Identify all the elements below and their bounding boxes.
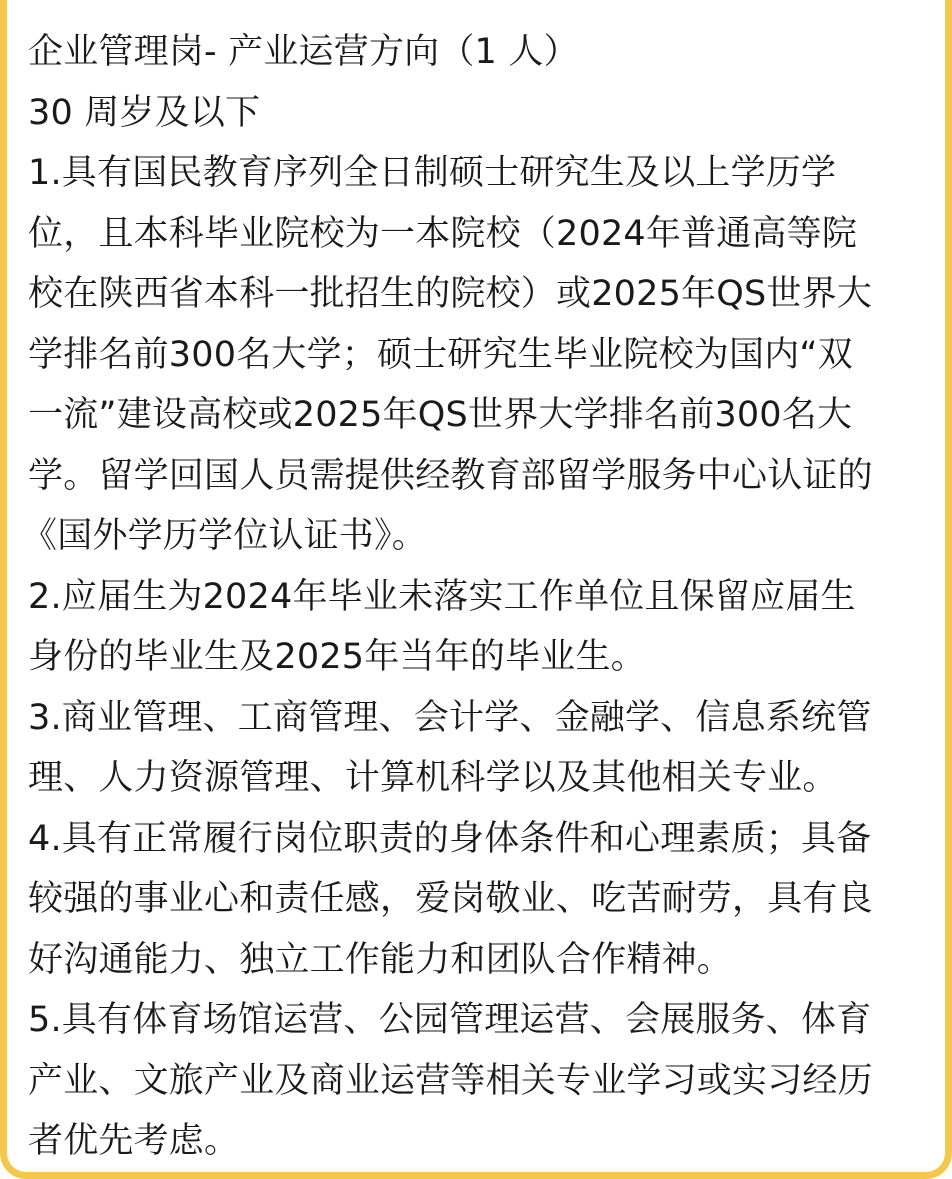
requirement-line: 好沟通能力、独立工作能力和团队合作精神。 [28, 939, 733, 980]
requirements-text [22, 22, 928, 1172]
requirement-line: 《国外学历学位认证书》。 [22, 516, 427, 556]
requirement-line: 产业、文旅产业及商业运营等相关专业学习或实习经历 [28, 1060, 873, 1101]
requirement-line: 3.商业管理、工商管理、会计学、金融学、信息系统管 [28, 697, 872, 738]
requirement-line: 学。留学回国人员需提供经教育部留学服务中心认证的 [28, 455, 873, 496]
requirement-line: 2.应届生为2024年毕业未落实工作单位且保留应届生 [28, 576, 856, 617]
requirement-line: 理、人力资源管理、计算机科学以及其他相关专业。 [28, 758, 838, 798]
requirement-line: 1.具有国民教育序列全日制硕士研究生及以上学历学 [28, 153, 837, 193]
requirement-line: 身份的毕业生及2025年当年的毕业生。 [28, 637, 646, 677]
requirement-line: 者优先考虑。 [28, 1121, 240, 1161]
requirement-line: 校在陕西省本科一批招生的院校）或2025年QS世界大 [28, 274, 873, 314]
requirement-line: 位，且本科毕业院校为一本院校（2024年普通高等院 [28, 213, 858, 254]
requirement-line: 学排名前300名大学；硕士研究生毕业院校为国内“双 [28, 334, 853, 375]
age-requirement: 30 周岁及以下 [28, 92, 261, 133]
requirement-line: 较强的事业心和责任感，爱岗敬业、吃苦耐劳，具有良 [28, 879, 873, 919]
requirement-line: 4.具有正常履行岗位职责的身体条件和心理素质；具备 [28, 818, 872, 859]
requirement-line: 5.具有体育场馆运营、公园管理运营、会展服务、体育 [28, 1000, 872, 1040]
requirement-line: 一流”建设高校或2025年QS世界大学排名前300名大 [28, 395, 853, 435]
job-title: 企业管理岗- 产业运营方向（1 人） [28, 32, 579, 72]
